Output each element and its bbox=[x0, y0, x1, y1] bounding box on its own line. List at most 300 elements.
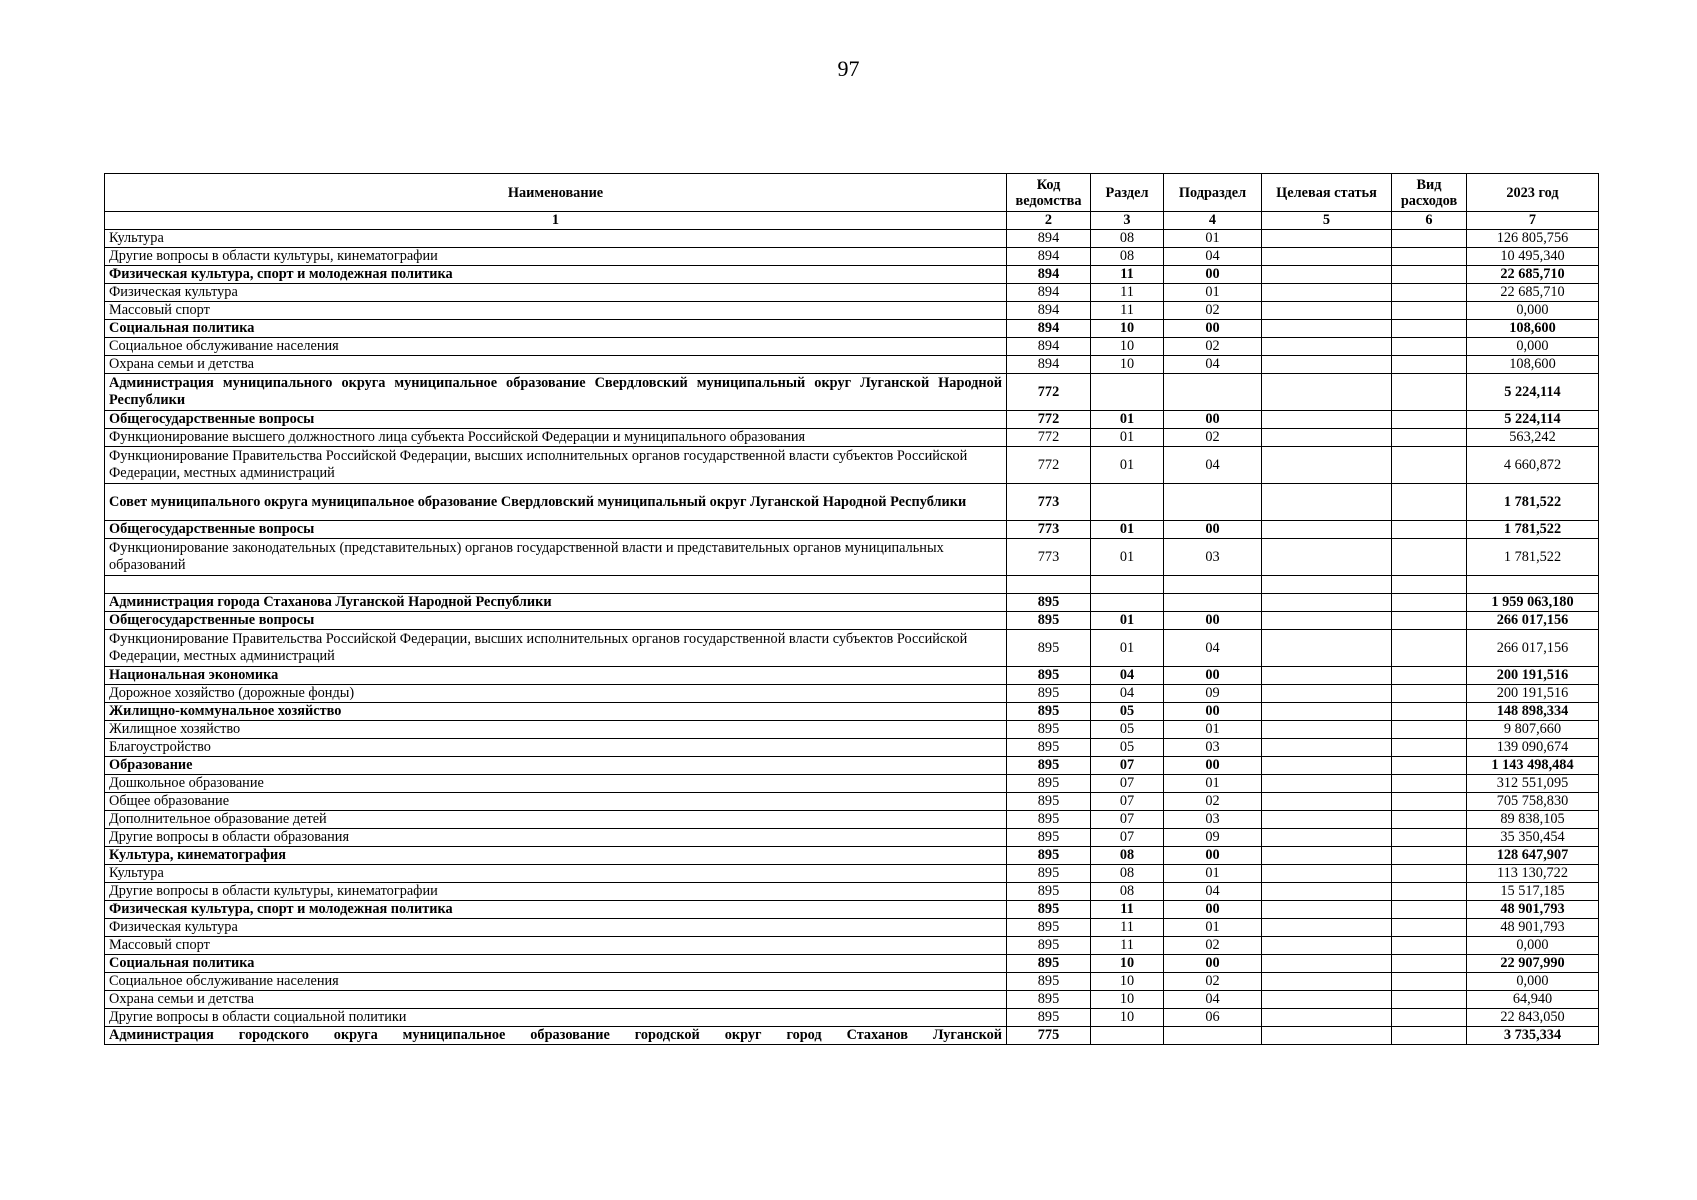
table-row bbox=[105, 847, 1599, 865]
cell-type bbox=[1392, 775, 1467, 793]
cell-amount: 0,000 bbox=[1467, 338, 1599, 356]
table-row bbox=[105, 284, 1599, 302]
cell-target bbox=[1262, 248, 1392, 266]
cell-name: Другие вопросы в области культуры, кинематографии bbox=[105, 883, 1007, 901]
cell-subsection bbox=[1164, 1027, 1262, 1045]
table-row bbox=[105, 883, 1599, 901]
cell-target bbox=[1262, 374, 1392, 411]
cell-type bbox=[1392, 973, 1467, 991]
cell-subsection: 02 bbox=[1164, 302, 1262, 320]
cell-code: 773 bbox=[1007, 484, 1091, 521]
cell-code: 895 bbox=[1007, 667, 1091, 685]
col-number: 3 bbox=[1091, 212, 1164, 230]
cell-target bbox=[1262, 521, 1392, 539]
cell-subsection: 00 bbox=[1164, 667, 1262, 685]
cell-amount: 1 781,522 bbox=[1467, 539, 1599, 576]
cell-type bbox=[1392, 594, 1467, 612]
cell-name: Социальное обслуживание населения bbox=[105, 973, 1007, 991]
table-row bbox=[105, 447, 1599, 484]
cell-code: 894 bbox=[1007, 320, 1091, 338]
cell-amount: 1 959 063,180 bbox=[1467, 594, 1599, 612]
cell-name: Функционирование высшего должностного лица субъекта Российской Федерации и муниципального образования bbox=[105, 429, 1007, 447]
cell-target bbox=[1262, 320, 1392, 338]
table-row bbox=[105, 374, 1599, 411]
cell-type bbox=[1392, 630, 1467, 667]
cell-target bbox=[1262, 1009, 1392, 1027]
cell-code: 895 bbox=[1007, 630, 1091, 667]
cell-type bbox=[1392, 230, 1467, 248]
cell-name: Совет муниципального округа муниципальное образование Свердловский муниципальный округ Луганской Народной Республики bbox=[105, 484, 1007, 521]
cell-section: 04 bbox=[1091, 667, 1164, 685]
table-row bbox=[105, 356, 1599, 374]
cell-subsection: 09 bbox=[1164, 685, 1262, 703]
cell-target bbox=[1262, 612, 1392, 630]
cell-subsection: 01 bbox=[1164, 865, 1262, 883]
cell-name: Физическая культура, спорт и молодежная политика bbox=[105, 266, 1007, 284]
cell-amount: 200 191,516 bbox=[1467, 685, 1599, 703]
cell-target bbox=[1262, 757, 1392, 775]
table-row bbox=[105, 411, 1599, 429]
col-number: 7 bbox=[1467, 212, 1599, 230]
table-row bbox=[105, 576, 1599, 594]
cell-target bbox=[1262, 230, 1392, 248]
table-row bbox=[105, 302, 1599, 320]
cell-amount: 1 781,522 bbox=[1467, 484, 1599, 521]
col-header-code: Код ведомства bbox=[1007, 174, 1091, 212]
cell-type bbox=[1392, 484, 1467, 521]
cell-target bbox=[1262, 811, 1392, 829]
cell-name: Администрация муниципального округа муниципальное образование Свердловский муниципальный округ Луганской Народной Республики bbox=[105, 374, 1007, 411]
cell-type bbox=[1392, 248, 1467, 266]
cell-type bbox=[1392, 667, 1467, 685]
cell-code: 894 bbox=[1007, 302, 1091, 320]
cell-name: Благоустройство bbox=[105, 739, 1007, 757]
col-number: 6 bbox=[1392, 212, 1467, 230]
cell-name: Дополнительное образование детей bbox=[105, 811, 1007, 829]
cell-target bbox=[1262, 667, 1392, 685]
table-row bbox=[105, 829, 1599, 847]
table-row bbox=[105, 338, 1599, 356]
cell-code: 895 bbox=[1007, 847, 1091, 865]
cell-code: 895 bbox=[1007, 757, 1091, 775]
cell-amount: 0,000 bbox=[1467, 937, 1599, 955]
cell-target bbox=[1262, 793, 1392, 811]
cell-type bbox=[1392, 757, 1467, 775]
table-row bbox=[105, 865, 1599, 883]
cell-amount: 1 781,522 bbox=[1467, 521, 1599, 539]
cell-subsection: 04 bbox=[1164, 991, 1262, 1009]
cell-target bbox=[1262, 829, 1392, 847]
cell-type bbox=[1392, 901, 1467, 919]
cell-code: 773 bbox=[1007, 521, 1091, 539]
cell-subsection: 04 bbox=[1164, 447, 1262, 484]
cell-name: Физическая культура bbox=[105, 284, 1007, 302]
cell-code: 895 bbox=[1007, 703, 1091, 721]
col-number: 5 bbox=[1262, 212, 1392, 230]
cell-amount: 64,940 bbox=[1467, 991, 1599, 1009]
cell-amount: 139 090,674 bbox=[1467, 739, 1599, 757]
table-body bbox=[105, 230, 1599, 1045]
cell-type bbox=[1392, 991, 1467, 1009]
cell-subsection: 00 bbox=[1164, 847, 1262, 865]
cell-target bbox=[1262, 356, 1392, 374]
cell-amount: 108,600 bbox=[1467, 320, 1599, 338]
cell-code: 772 bbox=[1007, 374, 1091, 411]
cell-section bbox=[1091, 594, 1164, 612]
cell-section: 01 bbox=[1091, 612, 1164, 630]
table-row bbox=[105, 811, 1599, 829]
cell-target bbox=[1262, 847, 1392, 865]
cell-amount: 113 130,722 bbox=[1467, 865, 1599, 883]
cell-amount: 0,000 bbox=[1467, 302, 1599, 320]
cell-target bbox=[1262, 865, 1392, 883]
col-header-name: Наименование bbox=[105, 174, 1007, 212]
cell-target bbox=[1262, 901, 1392, 919]
cell-type bbox=[1392, 612, 1467, 630]
cell-name: Общегосударственные вопросы bbox=[105, 612, 1007, 630]
cell-target bbox=[1262, 919, 1392, 937]
cell-code: 895 bbox=[1007, 685, 1091, 703]
cell-section: 11 bbox=[1091, 266, 1164, 284]
cell-name: Общегосударственные вопросы bbox=[105, 521, 1007, 539]
cell-section bbox=[1091, 374, 1164, 411]
cell-target bbox=[1262, 991, 1392, 1009]
table-row bbox=[105, 320, 1599, 338]
cell-target bbox=[1262, 685, 1392, 703]
table-row bbox=[105, 973, 1599, 991]
cell-subsection: 02 bbox=[1164, 973, 1262, 991]
cell-subsection: 00 bbox=[1164, 901, 1262, 919]
cell-target bbox=[1262, 429, 1392, 447]
cell-code: 895 bbox=[1007, 1009, 1091, 1027]
cell-amount: 22 907,990 bbox=[1467, 955, 1599, 973]
cell-target bbox=[1262, 883, 1392, 901]
table-row bbox=[105, 793, 1599, 811]
cell-name: Другие вопросы в области социальной политики bbox=[105, 1009, 1007, 1027]
cell-target bbox=[1262, 721, 1392, 739]
table-row bbox=[105, 1009, 1599, 1027]
cell-type bbox=[1392, 955, 1467, 973]
cell-type bbox=[1392, 739, 1467, 757]
cell-code: 895 bbox=[1007, 739, 1091, 757]
cell-type bbox=[1392, 338, 1467, 356]
cell-name: Дорожное хозяйство (дорожные фонды) bbox=[105, 685, 1007, 703]
cell-amount: 4 660,872 bbox=[1467, 447, 1599, 484]
cell-code: 895 bbox=[1007, 811, 1091, 829]
cell-section: 07 bbox=[1091, 775, 1164, 793]
cell-name: Дошкольное образование bbox=[105, 775, 1007, 793]
cell-code: 894 bbox=[1007, 284, 1091, 302]
col-header-amount: 2023 год bbox=[1467, 174, 1599, 212]
cell-name: Социальная политика bbox=[105, 955, 1007, 973]
cell-subsection: 00 bbox=[1164, 612, 1262, 630]
cell-code: 895 bbox=[1007, 793, 1091, 811]
cell-code: 895 bbox=[1007, 829, 1091, 847]
cell-name: Охрана семьи и детства bbox=[105, 991, 1007, 1009]
cell-code bbox=[1007, 576, 1091, 594]
budget-table bbox=[104, 173, 1599, 1045]
cell-code: 775 bbox=[1007, 1027, 1091, 1045]
cell-code: 895 bbox=[1007, 973, 1091, 991]
cell-section: 04 bbox=[1091, 685, 1164, 703]
cell-section: 11 bbox=[1091, 901, 1164, 919]
table-row bbox=[105, 1027, 1599, 1045]
cell-section: 10 bbox=[1091, 1009, 1164, 1027]
cell-subsection: 00 bbox=[1164, 266, 1262, 284]
table-row bbox=[105, 539, 1599, 576]
table-row bbox=[105, 757, 1599, 775]
table-row bbox=[105, 775, 1599, 793]
cell-type bbox=[1392, 302, 1467, 320]
table-row bbox=[105, 901, 1599, 919]
cell-subsection: 09 bbox=[1164, 829, 1262, 847]
cell-subsection bbox=[1164, 484, 1262, 521]
cell-amount: 126 805,756 bbox=[1467, 230, 1599, 248]
cell-amount: 266 017,156 bbox=[1467, 630, 1599, 667]
cell-type bbox=[1392, 374, 1467, 411]
cell-target bbox=[1262, 703, 1392, 721]
cell-section: 11 bbox=[1091, 919, 1164, 937]
cell-section: 11 bbox=[1091, 284, 1164, 302]
cell-code: 772 bbox=[1007, 411, 1091, 429]
cell-name: Массовый спорт bbox=[105, 302, 1007, 320]
table-row bbox=[105, 685, 1599, 703]
col-header-subsection: Подраздел bbox=[1164, 174, 1262, 212]
cell-type bbox=[1392, 521, 1467, 539]
cell-subsection: 04 bbox=[1164, 883, 1262, 901]
cell-subsection: 01 bbox=[1164, 775, 1262, 793]
cell-type bbox=[1392, 829, 1467, 847]
cell-type bbox=[1392, 266, 1467, 284]
cell-amount: 48 901,793 bbox=[1467, 901, 1599, 919]
cell-name: Культура, кинематография bbox=[105, 847, 1007, 865]
cell-subsection: 02 bbox=[1164, 338, 1262, 356]
cell-amount: 108,600 bbox=[1467, 356, 1599, 374]
cell-target bbox=[1262, 973, 1392, 991]
page-number: 97 bbox=[837, 56, 860, 81]
cell-name: Образование bbox=[105, 757, 1007, 775]
cell-code: 895 bbox=[1007, 775, 1091, 793]
cell-type bbox=[1392, 1027, 1467, 1045]
cell-code: 894 bbox=[1007, 248, 1091, 266]
cell-subsection: 03 bbox=[1164, 739, 1262, 757]
table-row bbox=[105, 937, 1599, 955]
cell-type bbox=[1392, 883, 1467, 901]
col-header-target: Целевая статья bbox=[1262, 174, 1392, 212]
cell-subsection: 04 bbox=[1164, 248, 1262, 266]
table-row bbox=[105, 630, 1599, 667]
cell-target bbox=[1262, 539, 1392, 576]
cell-name: Другие вопросы в области культуры, кинематографии bbox=[105, 248, 1007, 266]
cell-name: Жилищное хозяйство bbox=[105, 721, 1007, 739]
table-row bbox=[105, 991, 1599, 1009]
cell-type bbox=[1392, 284, 1467, 302]
cell-section: 08 bbox=[1091, 883, 1164, 901]
cell-subsection: 02 bbox=[1164, 793, 1262, 811]
cell-amount: 89 838,105 bbox=[1467, 811, 1599, 829]
table-row bbox=[105, 703, 1599, 721]
cell-target bbox=[1262, 484, 1392, 521]
col-number: 1 bbox=[105, 212, 1007, 230]
cell-amount: 266 017,156 bbox=[1467, 612, 1599, 630]
cell-code: 772 bbox=[1007, 429, 1091, 447]
cell-code: 894 bbox=[1007, 356, 1091, 374]
col-header-section: Раздел bbox=[1091, 174, 1164, 212]
cell-code: 895 bbox=[1007, 612, 1091, 630]
cell-amount: 128 647,907 bbox=[1467, 847, 1599, 865]
cell-code: 894 bbox=[1007, 266, 1091, 284]
cell-code: 895 bbox=[1007, 937, 1091, 955]
table-row bbox=[105, 266, 1599, 284]
cell-section: 01 bbox=[1091, 539, 1164, 576]
cell-target bbox=[1262, 302, 1392, 320]
cell-name: Физическая культура, спорт и молодежная политика bbox=[105, 901, 1007, 919]
cell-type bbox=[1392, 721, 1467, 739]
cell-subsection: 00 bbox=[1164, 757, 1262, 775]
cell-name: Функционирование Правительства Российской Федерации, высших исполнительных органов государственной власти субъектов Российской Федерации, местных администраций bbox=[105, 630, 1007, 667]
cell-section: 08 bbox=[1091, 865, 1164, 883]
cell-amount bbox=[1467, 576, 1599, 594]
cell-subsection: 01 bbox=[1164, 919, 1262, 937]
cell-section: 10 bbox=[1091, 356, 1164, 374]
col-header-type: Вид расходов bbox=[1392, 174, 1467, 212]
table-row bbox=[105, 667, 1599, 685]
cell-type bbox=[1392, 320, 1467, 338]
cell-section: 05 bbox=[1091, 739, 1164, 757]
cell-target bbox=[1262, 576, 1392, 594]
cell-type bbox=[1392, 703, 1467, 721]
cell-section: 08 bbox=[1091, 847, 1164, 865]
col-number: 2 bbox=[1007, 212, 1091, 230]
cell-amount: 9 807,660 bbox=[1467, 721, 1599, 739]
cell-section bbox=[1091, 576, 1164, 594]
table-row bbox=[105, 721, 1599, 739]
cell-name: Охрана семьи и детства bbox=[105, 356, 1007, 374]
table-row bbox=[105, 521, 1599, 539]
cell-section: 01 bbox=[1091, 411, 1164, 429]
table-row bbox=[105, 739, 1599, 757]
cell-type bbox=[1392, 793, 1467, 811]
cell-section: 08 bbox=[1091, 230, 1164, 248]
cell-code: 895 bbox=[1007, 865, 1091, 883]
cell-code: 895 bbox=[1007, 955, 1091, 973]
cell-target bbox=[1262, 284, 1392, 302]
cell-code: 895 bbox=[1007, 901, 1091, 919]
table-row bbox=[105, 429, 1599, 447]
cell-target bbox=[1262, 338, 1392, 356]
cell-name: Общее образование bbox=[105, 793, 1007, 811]
cell-section: 07 bbox=[1091, 829, 1164, 847]
cell-code: 773 bbox=[1007, 539, 1091, 576]
cell-subsection: 02 bbox=[1164, 937, 1262, 955]
cell-amount: 10 495,340 bbox=[1467, 248, 1599, 266]
cell-subsection: 04 bbox=[1164, 630, 1262, 667]
cell-subsection: 06 bbox=[1164, 1009, 1262, 1027]
cell-code: 895 bbox=[1007, 991, 1091, 1009]
cell-section: 10 bbox=[1091, 991, 1164, 1009]
table-row bbox=[105, 594, 1599, 612]
cell-section: 07 bbox=[1091, 757, 1164, 775]
cell-section: 01 bbox=[1091, 429, 1164, 447]
cell-name: Жилищно-коммунальное хозяйство bbox=[105, 703, 1007, 721]
cell-type bbox=[1392, 356, 1467, 374]
column-number-row bbox=[105, 212, 1599, 230]
table-row bbox=[105, 484, 1599, 521]
cell-subsection: 00 bbox=[1164, 955, 1262, 973]
cell-type bbox=[1392, 811, 1467, 829]
cell-name: Культура bbox=[105, 865, 1007, 883]
cell-subsection: 00 bbox=[1164, 521, 1262, 539]
cell-name: Функционирование законодательных (представительных) органов государственной власти и представительных органов муниципальных образований bbox=[105, 539, 1007, 576]
cell-name: Массовый спорт bbox=[105, 937, 1007, 955]
cell-subsection: 03 bbox=[1164, 811, 1262, 829]
cell-code: 894 bbox=[1007, 230, 1091, 248]
cell-section: 01 bbox=[1091, 447, 1164, 484]
table-row bbox=[105, 230, 1599, 248]
cell-subsection: 04 bbox=[1164, 356, 1262, 374]
cell-type bbox=[1392, 576, 1467, 594]
cell-code: 895 bbox=[1007, 594, 1091, 612]
cell-type bbox=[1392, 447, 1467, 484]
cell-amount: 5 224,114 bbox=[1467, 374, 1599, 411]
cell-type bbox=[1392, 865, 1467, 883]
cell-name: Администрация городского округа муниципальное образование городской округ город Стаханов Луганской bbox=[105, 1027, 1007, 1045]
cell-subsection: 01 bbox=[1164, 721, 1262, 739]
cell-code: 772 bbox=[1007, 447, 1091, 484]
cell-section: 01 bbox=[1091, 630, 1164, 667]
cell-section: 05 bbox=[1091, 703, 1164, 721]
cell-section: 07 bbox=[1091, 811, 1164, 829]
cell-amount: 22 685,710 bbox=[1467, 284, 1599, 302]
cell-code: 895 bbox=[1007, 919, 1091, 937]
header-row bbox=[105, 174, 1599, 212]
cell-section: 11 bbox=[1091, 937, 1164, 955]
cell-target bbox=[1262, 630, 1392, 667]
cell-type bbox=[1392, 919, 1467, 937]
cell-amount: 1 143 498,484 bbox=[1467, 757, 1599, 775]
cell-amount: 48 901,793 bbox=[1467, 919, 1599, 937]
cell-target bbox=[1262, 447, 1392, 484]
cell-subsection: 00 bbox=[1164, 703, 1262, 721]
cell-subsection: 01 bbox=[1164, 230, 1262, 248]
cell-name: Национальная экономика bbox=[105, 667, 1007, 685]
cell-type bbox=[1392, 847, 1467, 865]
cell-target bbox=[1262, 955, 1392, 973]
cell-target bbox=[1262, 937, 1392, 955]
cell-amount: 15 517,185 bbox=[1467, 883, 1599, 901]
cell-section bbox=[1091, 1027, 1164, 1045]
cell-subsection bbox=[1164, 576, 1262, 594]
cell-section: 07 bbox=[1091, 793, 1164, 811]
cell-subsection: 01 bbox=[1164, 284, 1262, 302]
cell-subsection: 02 bbox=[1164, 429, 1262, 447]
cell-section bbox=[1091, 484, 1164, 521]
cell-section: 11 bbox=[1091, 302, 1164, 320]
cell-type bbox=[1392, 685, 1467, 703]
cell-section: 10 bbox=[1091, 973, 1164, 991]
cell-name: Администрация города Стаханова Луганской Народной Республики bbox=[105, 594, 1007, 612]
cell-type bbox=[1392, 429, 1467, 447]
cell-target bbox=[1262, 411, 1392, 429]
cell-name: Культура bbox=[105, 230, 1007, 248]
cell-section: 05 bbox=[1091, 721, 1164, 739]
cell-subsection bbox=[1164, 594, 1262, 612]
cell-name bbox=[105, 576, 1007, 594]
cell-section: 10 bbox=[1091, 955, 1164, 973]
cell-type bbox=[1392, 411, 1467, 429]
cell-subsection: 00 bbox=[1164, 320, 1262, 338]
cell-type bbox=[1392, 1009, 1467, 1027]
